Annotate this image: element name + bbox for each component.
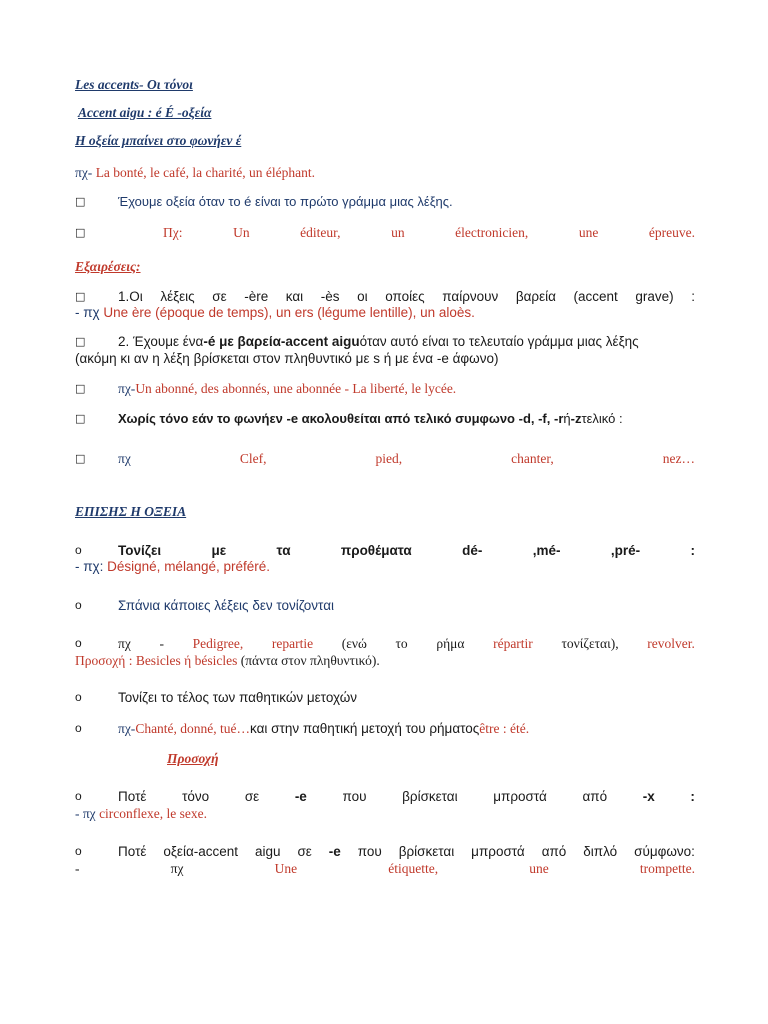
square-bullet: □ xyxy=(75,452,86,465)
rule-first-letter: Έχουμε οξεία όταν το é είναι το πρώτο γράμμα μιας λέξης. xyxy=(118,194,453,209)
doc-title: Les accents- Οι τόνοι xyxy=(75,77,193,92)
prefix-rule: Τονίζει με τα προθέματα dé- ,mé- ,pré- : xyxy=(118,543,695,558)
example-line-4: πχ Clef, pied, chanter, nez… xyxy=(118,451,695,466)
exception-1: 1.Οι λέξεις σε -ère και -ès οι οποίες παίρνουν βαρεία (accent grave) : xyxy=(118,289,695,304)
square-bullet: □ xyxy=(75,335,86,348)
never-double-consonant-rule: Ποτέ οξεία-accent aigu σε -e που βρίσκεται μπροστά από διπλό σύμφωνο: xyxy=(118,844,695,859)
participle-rule: Τονίζει το τέλος των παθητικών μετοχών xyxy=(118,690,357,705)
exception-2-line2: (ακόμη κι αν η λέξη βρίσκεται στον πληθυντικό με s ή με ένα -e άφωνο) xyxy=(75,351,499,366)
attention-heading: Προσοχή xyxy=(167,751,219,766)
never-rule: Ποτέ τόνο σε -e που βρίσκεται μπροστά από -x : xyxy=(118,789,695,804)
example-line-1: πχ- La bonté, le café, la charité, un éléphant. xyxy=(75,165,315,180)
square-bullet: □ xyxy=(75,290,86,303)
accent-aigu-heading: Accent aigu : é É -οξεία xyxy=(78,105,212,120)
circle-bullet: o xyxy=(75,844,82,858)
circle-bullet: o xyxy=(75,636,82,650)
never-double-consonant-example: - πχ Une étiquette, une trompette. xyxy=(75,861,695,876)
square-bullet: □ xyxy=(75,412,86,425)
placement-heading: Η οξεία μπαίνει στο φωνήεν έ xyxy=(75,133,242,148)
never-example: - πχ circonflexe, le sexe. xyxy=(75,806,208,821)
exception-1-example: - πχ Une ère (époque de temps), un ers (légume lentille), un aloès. xyxy=(75,305,475,320)
circle-bullet: o xyxy=(75,598,82,612)
rarely-rule: Σπάνια κάποιες λέξεις δεν τονίζονται xyxy=(118,598,334,613)
circle-bullet: o xyxy=(75,789,82,803)
example-line-3: πχ- Un abonné, des abonnés, une abonnée - La liberté, le lycée. xyxy=(118,381,457,396)
example-line-6: πχ- Chanté, donné, tué… και στην παθητική μετοχή του ρήματος être : été. xyxy=(118,721,530,736)
circle-bullet: o xyxy=(75,721,82,735)
example-line-5: πχ - Pedigree, repartie (ενώ το ρήμα répartir τονίζεται), revolver. xyxy=(118,636,695,651)
example-line-2: Πχ: Un éditeur, un électronicien, une épreuve. xyxy=(163,225,695,240)
exception-2: 2. Έχουμε ένα -é με βαρεία-accent aigu όταν αυτό είναι το τελευταίο γράμμα μιας λέξης xyxy=(118,334,639,349)
exceptions-heading: Εξαιρέσεις: xyxy=(75,259,141,274)
example-line-5-note: Προσοχή : Besicles ή bésicles (πάντα στον πληθυντικό). xyxy=(75,653,380,668)
circle-bullet: o xyxy=(75,543,82,557)
square-bullet: □ xyxy=(75,382,86,395)
rule-no-accent: Χωρίς τόνο εάν το φωνήεν -e ακολουθείται από τελικό συμφωνο -d, -f, -r ή -z τελικό : xyxy=(118,411,623,426)
square-bullet: □ xyxy=(75,195,86,208)
also-heading: ΕΠΙΣΗΣ Η ΟΞΕΙΑ xyxy=(75,504,187,519)
square-bullet: □ xyxy=(75,226,86,239)
circle-bullet: o xyxy=(75,690,82,704)
prefix-example: - πχ: Désigné, mélangé, préféré. xyxy=(75,559,270,574)
